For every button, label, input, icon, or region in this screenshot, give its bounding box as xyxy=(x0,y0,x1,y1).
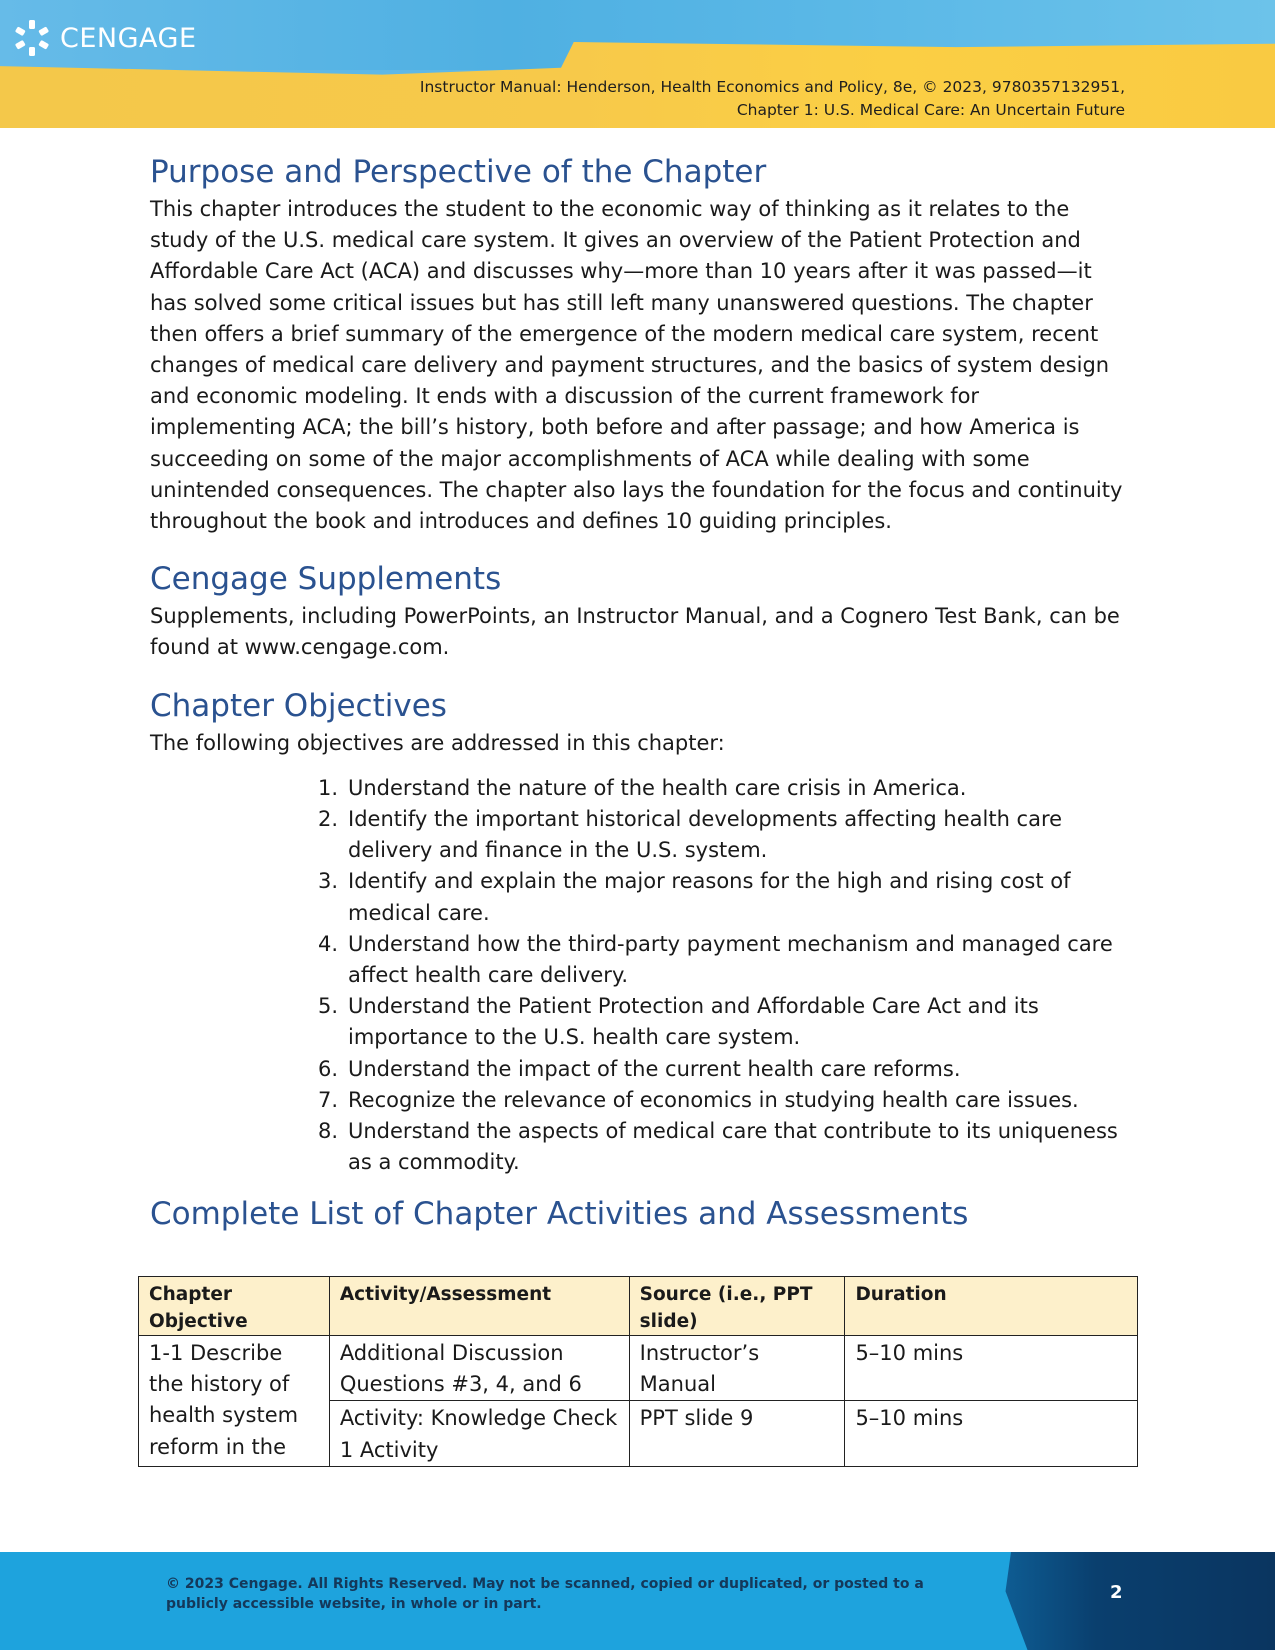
page-footer xyxy=(0,1552,1275,1650)
source-cell: Instructor’s Manual xyxy=(629,1336,845,1401)
objective-item xyxy=(300,866,1125,928)
logo-text: CENGAGE xyxy=(60,22,197,54)
objective-number: 2. xyxy=(317,807,338,832)
activities-table xyxy=(138,1276,1138,1467)
header-meta xyxy=(420,76,1125,122)
section-title-supplements: Cengage Supplements xyxy=(150,561,502,598)
section-title-activities: Complete List of Chapter Activities and Assessments xyxy=(150,1196,969,1233)
objective-text: Recognize the relevance of economics in studying health care issues. xyxy=(348,1087,1079,1112)
copyright-notice: © 2023 Cengage. All Rights Reserved. May not be scanned, copied or duplicated, or posted to a publicly accessible website, in whole or in part. xyxy=(166,1576,924,1612)
objective-text: Understand the Patient Protection and Affordable Care Act and its importance to the U.S. health care system. xyxy=(348,994,1039,1050)
objective-number: 7. xyxy=(317,1087,338,1112)
page-header xyxy=(0,0,1275,128)
objective-number: 4. xyxy=(317,931,338,956)
objective-item xyxy=(300,1085,1125,1116)
header-meta-line-2: Chapter 1: U.S. Medical Care: An Uncertain Future xyxy=(736,101,1125,119)
supplements-paragraph: Supplements, including PowerPoints, an Instructor Manual, and a Cognero Test Bank, can be found at www.cengage.com. xyxy=(150,604,1120,660)
column-header-duration: Duration xyxy=(845,1277,1138,1336)
objective-item xyxy=(300,804,1125,866)
column-header-source: Source (i.e., PPT slide) xyxy=(629,1277,845,1336)
objective-number: 8. xyxy=(317,1119,338,1144)
header-meta-line-1: Instructor Manual: Henderson, Health Economics and Policy, 8e, © 2023, 9780357132951, xyxy=(419,78,1125,96)
cengage-logo-icon xyxy=(12,18,52,58)
source-cell: PPT slide 9 xyxy=(629,1401,845,1466)
page-number: 2 xyxy=(1110,1582,1123,1603)
objective-item xyxy=(300,773,1125,804)
objective-number: 5. xyxy=(317,994,338,1019)
objective-number: 6. xyxy=(317,1056,338,1081)
objective-text: Understand the aspects of medical care that contribute to its uniqueness as a commodity. xyxy=(348,1119,1118,1175)
table-header-row xyxy=(139,1277,1138,1336)
objectives-intro: The following objectives are addressed in this chapter: xyxy=(150,730,725,755)
activity-cell: Additional Discussion Questions #3, 4, and 6 xyxy=(329,1336,629,1401)
duration-cell: 5–10 mins xyxy=(845,1401,1138,1466)
objective-number: 3. xyxy=(317,869,338,894)
column-header-activity: Activity/Assessment xyxy=(329,1277,629,1336)
footer-dark-band xyxy=(1000,1552,1275,1650)
objective-text: Understand how the third-party payment mechanism and managed care affect health care delivery. xyxy=(348,931,1113,988)
activity-cell: Activity: Knowledge Check 1 Activity xyxy=(329,1401,629,1466)
objective-item xyxy=(300,929,1125,991)
objective-item xyxy=(300,1054,1125,1085)
objective-cell: 1-1 Describe the history of health system reform in the xyxy=(139,1336,330,1467)
duration-cell: 5–10 mins xyxy=(845,1336,1138,1401)
objectives-list xyxy=(150,773,1125,1179)
table-row xyxy=(139,1336,1138,1401)
purpose-paragraph: This chapter introduces the student to the economic way of thinking as it relates to the study of the U.S. medical care system. It gives an overview of the Patient Protection and Affordable Care Act (ACA) and discusses why—more than 10 years after it was passed—it has solved some critical issues but has still left many unanswered questions. The chapter then offers a brief summary of the emergence of the modern medical care system, recent changes of medical care delivery and payment structures, and the basics of system design and economic modeling. It ends with a discussion of the current framework for implementing ACA; the bill’s history, both before and after passage; and how America is succeeding on some of the major accomplishments of ACA while dealing with some unintended consequences. The chapter also lays the foundation for the focus and continuity throughout the book and introduces and defines 10 guiding principles. xyxy=(150,197,1123,534)
objective-number: 1. xyxy=(317,775,338,800)
objective-item xyxy=(300,991,1125,1053)
objective-text: Understand the impact of the current health care reforms. xyxy=(348,1056,961,1081)
section-title-objectives: Chapter Objectives xyxy=(150,687,447,724)
cengage-logo xyxy=(12,18,197,58)
objective-text: Identify the important historical developments affecting health care delivery and finance in the U.S. system. xyxy=(348,807,1063,863)
objective-text: Understand the nature of the health care crisis in America. xyxy=(348,775,967,800)
main-content xyxy=(150,150,1125,1236)
objective-item xyxy=(300,1116,1125,1178)
section-title-purpose: Purpose and Perspective of the Chapter xyxy=(150,154,767,190)
objective-text: Identify and explain the major reasons for the high and rising cost of medical care. xyxy=(348,869,1071,925)
column-header-objective: Chapter Objective xyxy=(139,1277,330,1336)
